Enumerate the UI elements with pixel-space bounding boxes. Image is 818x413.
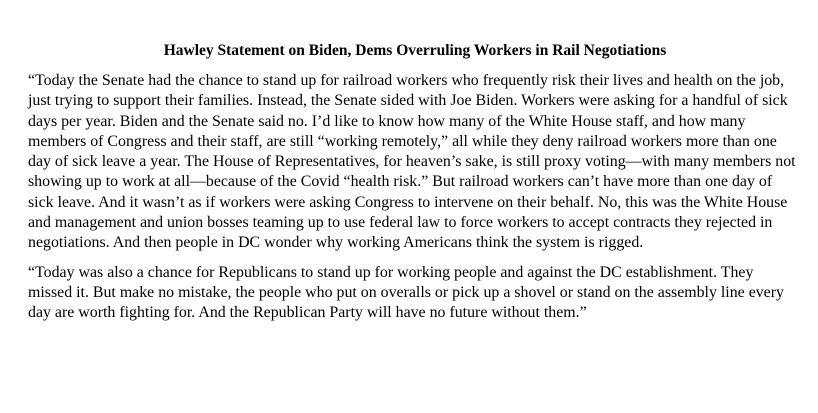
statement-paragraph-2: “Today was also a chance for Republicans to stand up for working people and against the DC establishment. They missed it. But make no mistake, the people who put on overalls or pick up a shovel or stand on the assembly line every day are worth fighting for. And the Republican Party will have no future without them.”	[28, 263, 784, 322]
statement-paragraph-1: “Today the Senate had the chance to stand up for railroad workers who frequently risk their lives and health on the job, just trying to support their families. Instead, the Senate sided with Joe Biden. Workers were asking for a handful of sick days per year. Biden and the Senate said no. I’d like to know how many of the White House staff, and how many members of Congress and their staff, are still “working remotely,” all while they deny railroad workers more than one day of sick leave a year. The House of Representatives, for heaven’s sake, is still proxy voting—with many members not showing up to work at all—because of the Covid “health risk.” But railroad workers can’t have more than one day of sick leave. And it wasn’t as if workers were asking Congress to intervene on their behalf. No, this was the White House and management and union bosses teaming up to use federal law to force workers to accept contracts they rejected in negotiations. And then people in DC wonder why working Americans think the system is rigged.	[28, 72, 796, 252]
statement-document	[28, 40, 798, 333]
document-title: Hawley Statement on Biden, Dems Overruling Workers in Rail Negotiations	[163, 42, 667, 59]
